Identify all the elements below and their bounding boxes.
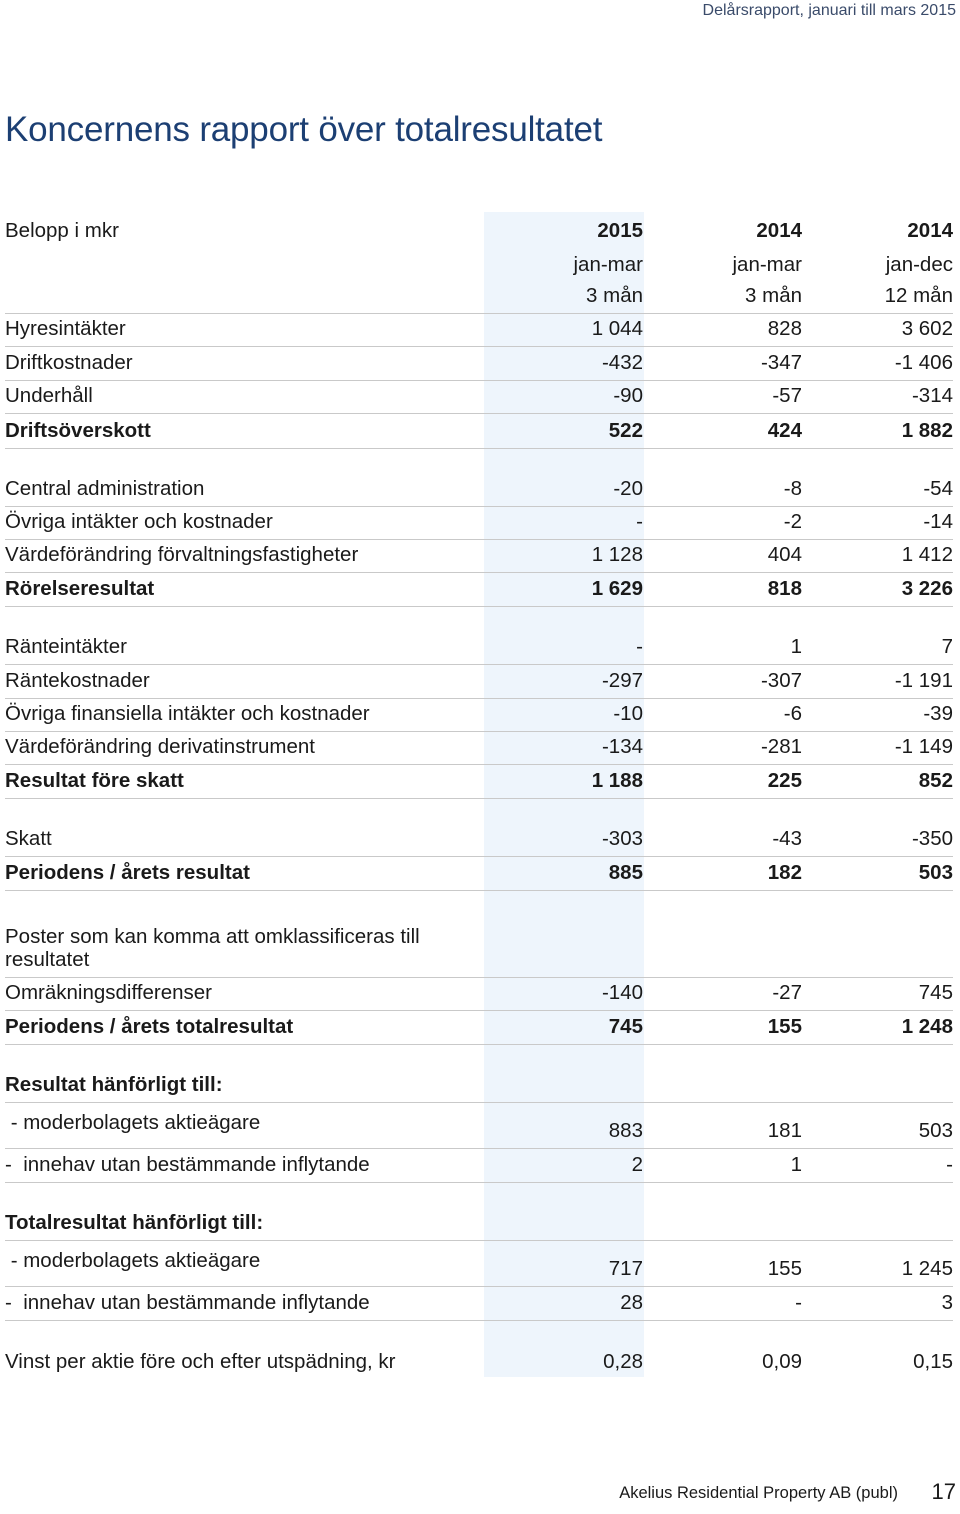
- table-header-year-row: [5, 212, 953, 248]
- value-cell: 852: [918, 769, 953, 792]
- table-row: [5, 1287, 953, 1321]
- value-cell: 1 188: [591, 769, 643, 792]
- value-cell: 1 128: [591, 543, 643, 566]
- value-cell: -2: [783, 510, 802, 533]
- table-header-period-row: [5, 248, 953, 282]
- value-cell: -314: [911, 384, 953, 407]
- row-label: Ränteintäkter: [5, 635, 127, 659]
- table-row: [5, 699, 953, 732]
- value-cell: 424: [767, 419, 802, 442]
- row-label: Rörelseresultat: [5, 577, 155, 601]
- row-label: Driftkostnader: [5, 351, 133, 375]
- value-cell: 28: [620, 1291, 643, 1314]
- table-section-heading: [5, 1208, 953, 1241]
- table-row: [5, 474, 953, 507]
- col-period: jan-dec: [885, 253, 953, 276]
- table-row: [5, 381, 953, 414]
- value-cell: 885: [608, 861, 643, 884]
- income-statement-table: [5, 212, 953, 1379]
- value-cell: -: [636, 635, 643, 658]
- value-cell: 828: [767, 317, 802, 340]
- row-label: - innehav utan bestämmande inflytande: [5, 1153, 370, 1177]
- table-row-total: [5, 765, 953, 799]
- value-cell: 1 245: [901, 1257, 953, 1280]
- value-cell: -6: [783, 702, 802, 725]
- value-cell: [643, 972, 802, 977]
- report-header: Delårsrapport, januari till mars 2015: [702, 2, 956, 19]
- value-cell: [802, 1097, 953, 1102]
- footer-company-name: Akelius Residential Property AB (publ): [619, 1484, 898, 1502]
- row-label: Resultat före skatt: [5, 769, 184, 793]
- row-label: Periodens / årets resultat: [5, 861, 250, 885]
- value-cell: -134: [601, 735, 643, 758]
- row-label: Skatt: [5, 827, 52, 851]
- value-cell: -14: [923, 510, 953, 533]
- row-label: Övriga finansiella intäkter och kostnader: [5, 702, 370, 726]
- value-cell: -303: [601, 827, 643, 850]
- row-label: - moderbolagets aktieägare: [5, 1249, 261, 1273]
- table-row: [5, 824, 953, 857]
- table-row: [5, 665, 953, 699]
- row-label: Resultat hänförligt till:: [5, 1073, 223, 1097]
- value-cell: [802, 972, 953, 977]
- table-row: [5, 347, 953, 381]
- row-label: Räntekostnader: [5, 669, 150, 693]
- value-cell: 1 044: [591, 317, 643, 340]
- table-row: [5, 1103, 953, 1149]
- value-cell: 182: [767, 861, 802, 884]
- row-label: Poster som kan komma att omklassificeras till resultatet: [5, 924, 420, 972]
- page-title: Koncernens rapport över totalresultatet: [5, 110, 603, 149]
- value-cell: 0,28: [603, 1350, 643, 1373]
- value-cell: 3 226: [901, 577, 953, 600]
- col-year: 2014: [756, 219, 802, 242]
- value-cell: 818: [767, 577, 802, 600]
- table-section-heading: [5, 916, 953, 978]
- value-cell: -350: [911, 827, 953, 850]
- value-cell: 1 882: [901, 419, 953, 442]
- value-cell: [484, 1235, 643, 1240]
- value-cell: 1: [790, 635, 802, 658]
- page-number: 17: [931, 1479, 956, 1504]
- value-cell: 522: [608, 419, 643, 442]
- value-cell: -: [636, 510, 643, 533]
- row-label: Driftsöverskott: [5, 419, 151, 443]
- value-cell: -90: [613, 384, 643, 407]
- value-cell: [643, 1097, 802, 1102]
- table-row-total: [5, 414, 953, 449]
- value-cell: -307: [760, 669, 802, 692]
- table-row: [5, 314, 953, 347]
- table-row: [5, 1149, 953, 1183]
- row-label: Underhåll: [5, 384, 93, 408]
- value-cell: -1 406: [894, 351, 953, 374]
- value-cell: -10: [613, 702, 643, 725]
- value-cell: -8: [783, 477, 802, 500]
- value-cell: 7: [941, 635, 953, 658]
- table-row: [5, 978, 953, 1011]
- amount-unit-label: Belopp i mkr: [5, 219, 119, 243]
- col-period: jan-mar: [573, 253, 643, 276]
- value-cell: [802, 1235, 953, 1240]
- col-months: 3 mån: [586, 284, 643, 307]
- value-cell: -: [795, 1291, 802, 1314]
- value-cell: -20: [613, 477, 643, 500]
- value-cell: 225: [767, 769, 802, 792]
- row-label: Central administration: [5, 477, 205, 501]
- table-row: [5, 1346, 953, 1379]
- value-cell: -27: [772, 981, 802, 1004]
- table-row: [5, 507, 953, 540]
- value-cell: 883: [608, 1119, 643, 1142]
- row-label: - moderbolagets aktieägare: [5, 1111, 261, 1135]
- value-cell: 745: [918, 981, 953, 1004]
- table-row: [5, 1241, 953, 1287]
- value-cell: 503: [918, 1119, 953, 1142]
- table-row-total: [5, 857, 953, 891]
- value-cell: 2: [631, 1153, 643, 1176]
- value-cell: -1 149: [894, 735, 953, 758]
- row-label: Värdeförändring förvaltningsfastigheter: [5, 543, 359, 567]
- value-cell: 0,09: [762, 1350, 802, 1373]
- value-cell: 1: [790, 1153, 802, 1176]
- value-cell: -: [946, 1153, 953, 1176]
- value-cell: -347: [760, 351, 802, 374]
- row-label: Övriga intäkter och kostnader: [5, 510, 273, 534]
- value-cell: 503: [918, 861, 953, 884]
- value-cell: 745: [608, 1015, 643, 1038]
- table-row: [5, 540, 953, 573]
- col-months: 3 mån: [745, 284, 802, 307]
- value-cell: 0,15: [913, 1350, 953, 1373]
- row-label: Hyresintäkter: [5, 317, 126, 341]
- value-cell: [643, 1235, 802, 1240]
- col-period: jan-mar: [732, 253, 802, 276]
- value-cell: 404: [767, 543, 802, 566]
- value-cell: 1 629: [591, 577, 643, 600]
- value-cell: 1 412: [901, 543, 953, 566]
- value-cell: [465, 972, 643, 977]
- value-cell: -432: [601, 351, 643, 374]
- table-row: [5, 632, 953, 665]
- row-label: Periodens / årets totalresultat: [5, 1015, 294, 1039]
- table-section-heading: [5, 1070, 953, 1103]
- value-cell: 181: [767, 1119, 802, 1142]
- value-cell: [484, 1097, 643, 1102]
- value-cell: 155: [767, 1015, 802, 1038]
- value-cell: -54: [923, 477, 953, 500]
- row-label: Totalresultat hänförligt till:: [5, 1211, 264, 1235]
- col-months: 12 mån: [884, 284, 953, 307]
- value-cell: -140: [601, 981, 643, 1004]
- row-label: - innehav utan bestämmande inflytande: [5, 1291, 370, 1315]
- table-row-total: [5, 1011, 953, 1045]
- value-cell: 3: [941, 1291, 953, 1314]
- value-cell: -57: [772, 384, 802, 407]
- value-cell: 1 248: [901, 1015, 953, 1038]
- value-cell: 155: [767, 1257, 802, 1280]
- row-label: Vinst per aktie före och efter utspädning, kr: [5, 1350, 396, 1374]
- page-footer: [0, 1474, 960, 1514]
- value-cell: 3 602: [901, 317, 953, 340]
- table-row: [5, 732, 953, 765]
- row-label: Värdeförändring derivatinstrument: [5, 735, 315, 759]
- table-row-total: [5, 573, 953, 607]
- value-cell: -297: [601, 669, 643, 692]
- col-year: 2015: [597, 219, 643, 242]
- table-header-months-row: [5, 282, 953, 314]
- value-cell: -39: [923, 702, 953, 725]
- value-cell: -281: [760, 735, 802, 758]
- row-label: Omräkningsdifferenser: [5, 981, 212, 1005]
- value-cell: 717: [608, 1257, 643, 1280]
- value-cell: -1 191: [894, 669, 953, 692]
- col-year: 2014: [907, 219, 953, 242]
- value-cell: -43: [772, 827, 802, 850]
